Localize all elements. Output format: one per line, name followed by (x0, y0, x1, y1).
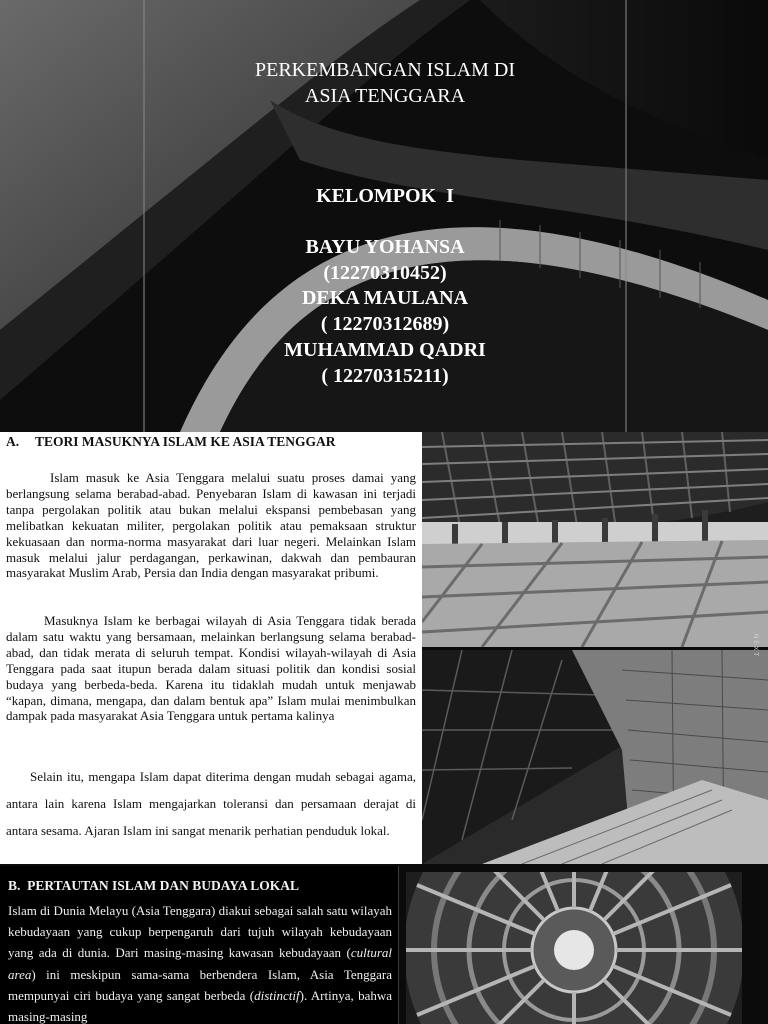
ceiling-photo (422, 432, 768, 647)
divider (398, 866, 399, 1024)
section-number: B. (8, 878, 21, 893)
cover-slide (0, 0, 768, 432)
paragraph: Islam masuk ke Asia Tenggara melalui suatu proses damai yang berlangsung selama berabad-abad. Penyebaran Islam di kawasan ini terjadi tanpa pergolakan politik atau bukan melalui ekspansi pembebasan yang melibatkan kekuatan militer, pergolakan politik atau pemaksaan struktur kekuasaan dan norma-norma masyarakat dari luar negeri. Melainkan Islam masuk melalui jalur perdagangan, perkawinan, dakwah dan pembauran masyarakat Muslim Arab, Persia dan India dengan masyarakat pribumi. (6, 470, 416, 581)
cover-title-line: PERKEMBANGAN ISLAM DI (254, 59, 515, 81)
member-list (144, 235, 626, 389)
cover-title-line: ASIA TENGGARA (304, 85, 466, 107)
section-title: TEORI MASUKNYA ISLAM KE ASIA TENGGAR (35, 434, 336, 449)
italic-term: cultural area (8, 945, 392, 982)
next-label: NEXT (752, 634, 758, 659)
section-number: A. (6, 434, 20, 449)
building-photo (422, 650, 768, 864)
text-run: Islam di Dunia Melayu (Asia Tenggara) diakui sebagai salah satu wilayah kebudayaan yang cukup berpengaruh dari tujuh wilayah kebudayaan yang ada di dunia. Dari masing-masing kawasan kebudayaan ( (8, 903, 392, 961)
section-b-text-panel (0, 866, 398, 1024)
text-run: ). Artinya, bahwa masing-masing (8, 987, 392, 1024)
member-line: ( 12270315211) (321, 364, 449, 387)
member-line: BAYU YOHANSA (305, 236, 465, 258)
member-line: (12270310452) (323, 261, 447, 284)
group-name: KELOMPOK I (316, 185, 454, 207)
paragraph: Masuknya Islam ke berbagai wilayah di Asia Tenggara tidak berada dalam satu waktu yang bersamaan, melainkan berlangsung selama berabad-abad, dan tidak merata di seluruh tempat. Kondisi wilayah-wilayah di Asia Tenggara pada saat itupun berada dalam situasi politik dan kondisi sosial budaya yang berbeda-beda. Karena itu tidaklah mudah untuk menjawab “kapan, dimana, mengapa, dan dalam bentuk apa” Islam mulai menimbulkan dampak pada masyarakat Asia Tenggara untuk pertama kalinya (6, 613, 416, 724)
section-title: PERTAUTAN ISLAM DAN BUDAYA LOKAL (27, 878, 299, 893)
member-line: MUHAMMAD QADRI (284, 338, 486, 361)
dome-photo (406, 872, 742, 1024)
section-a-text-panel (0, 432, 422, 864)
text-run: ) ini meskipun sama-sama berbendera Islam, Asia Tenggara mempunyai ciri budaya yang sangat berbeda ( (8, 966, 392, 1003)
italic-term: distinctif (254, 987, 300, 1003)
section-b-heading (8, 878, 299, 894)
section-a-heading (6, 434, 335, 450)
member-line: DEKA MAULANA (301, 287, 469, 310)
paragraph: Selain itu, mengapa Islam dapat diterima dengan mudah sebagai agama, antara lain karena Islam mengajarkan toleransi dan persamaan derajat di antara sesama. Ajaran Islam ini sangat menarik perhatian penduduk lokal. (6, 769, 416, 838)
cover-title (144, 57, 626, 109)
paragraph (8, 900, 392, 1024)
member-line: ( 12270312689) (320, 313, 450, 336)
